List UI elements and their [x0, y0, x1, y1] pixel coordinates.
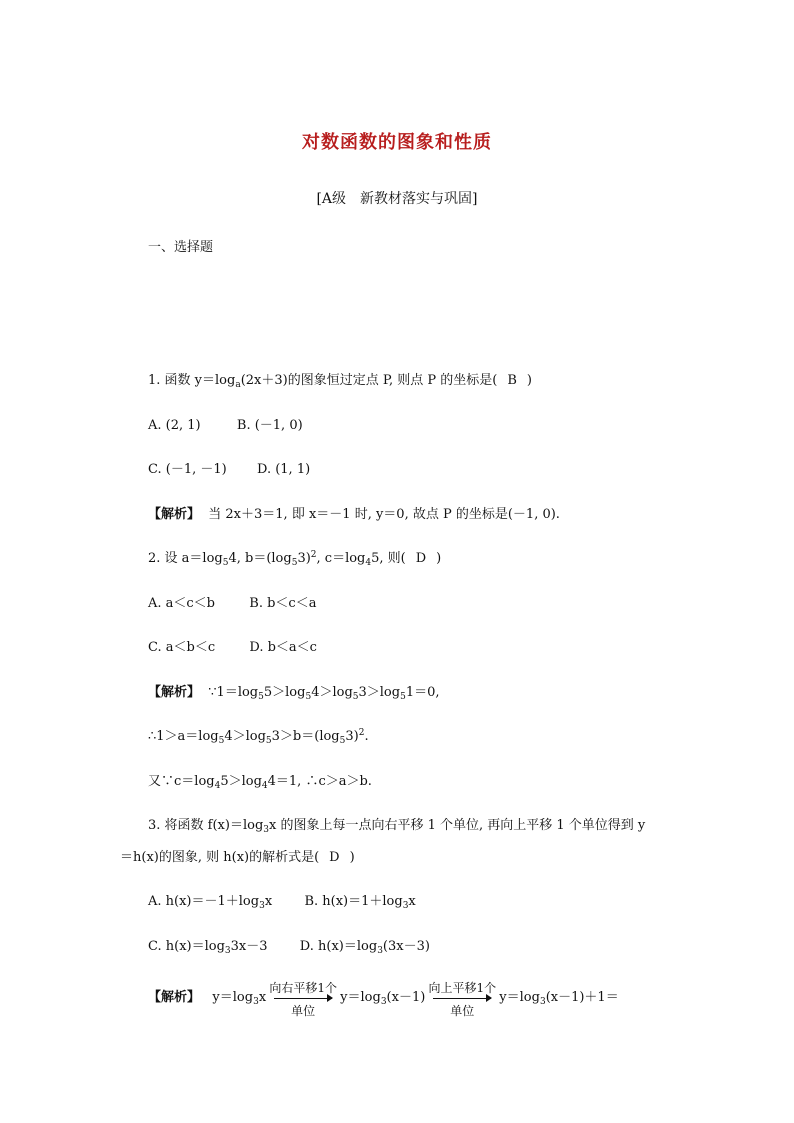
page-title: 对数函数的图象和性质	[302, 132, 492, 153]
q2-options-ab	[148, 592, 316, 611]
q1-option-d: D. (1, 1)	[256, 462, 311, 477]
q2-option-d: D. b＜a＜c	[249, 640, 317, 655]
q2-analysis-line-2: $\therefore 1>a=\log_54>\log_53>b=(\log_53)^2$.	[148, 728, 369, 746]
level-heading: [A级 新教材落实与巩固]	[316, 191, 478, 207]
q1-option-c: C. (－1, －1)	[148, 462, 227, 477]
q1-answer: B	[507, 373, 517, 388]
q2-analysis-line-3: 又$\because c=\log_45>\log_44=1$, ∴c＞a＞b.	[148, 774, 372, 791]
q1-stem: 1. 函数 $y=\log_a(2x+3)$的图象恒过定点 P, 则点 P 的坐标是( B )	[148, 373, 532, 390]
q2-stem: 2. 设 $a=\log_54$, $b=(\log_53)^2$, $c=\log_45$, 则( D )	[148, 550, 442, 568]
q2-answer: D	[415, 551, 427, 566]
q1-option-a: A. (2, 1)	[148, 418, 201, 433]
q2-option-a: A. a＜c＜b	[148, 596, 216, 611]
q3-options-ab	[148, 890, 416, 911]
section-heading: 一、选择题	[148, 240, 214, 255]
q1-options-ab	[148, 414, 303, 433]
q3-stem-line-1: 3. 将函数 $f(x)=\log_3x$ 的图象上每一点向右平移 1 个单位, 再向上平移 1 个单位得到 y	[148, 818, 646, 835]
q2-option-b: B. b＜c＜a	[249, 596, 317, 611]
transform-arrow-right: 向右平移1个 单位	[269, 980, 337, 1018]
q3-stem-line-2: ＝h(x)的图象, 则 h(x)的解析式是( D )	[120, 850, 355, 865]
q3-option-c: C. $h(x)=\log_33x-3$	[148, 939, 268, 956]
q2-options-cd	[148, 636, 317, 655]
q1-analysis: 【解析】 当 2x＋3＝1, 即 x＝－1 时, y＝0, 故点 P 的坐标是(－1, 0).	[148, 507, 560, 522]
q1-option-b: B. (－1, 0)	[236, 418, 303, 433]
q3-option-b: B. $h(x)=1+\log_3x$	[304, 894, 416, 911]
transform-arrow-up: 向上平移1个 单位	[428, 980, 497, 1018]
q3-option-a: A. $h(x)=-1+\log_3x$	[148, 894, 273, 911]
q1-options-cd	[148, 458, 310, 477]
q3-answer: D	[329, 850, 340, 865]
q3-options-cd	[148, 935, 430, 956]
q2-analysis-line-1: 【解析】 $\because 1=\log_55>\log_54>\log_53>\log_51=0$,	[148, 685, 440, 702]
q2-option-c: C. a＜b＜c	[148, 640, 216, 655]
q3-option-d: D. $h(x)=\log_3(3x-3)$	[299, 939, 430, 956]
q3-analysis: 【解析】 $y=\log_3x$ 向右平移1个 单位 $y=\log_3(x-1)$ 向上平移1个 单位 $y=\log_3(x-1)+1=$	[148, 980, 619, 1018]
